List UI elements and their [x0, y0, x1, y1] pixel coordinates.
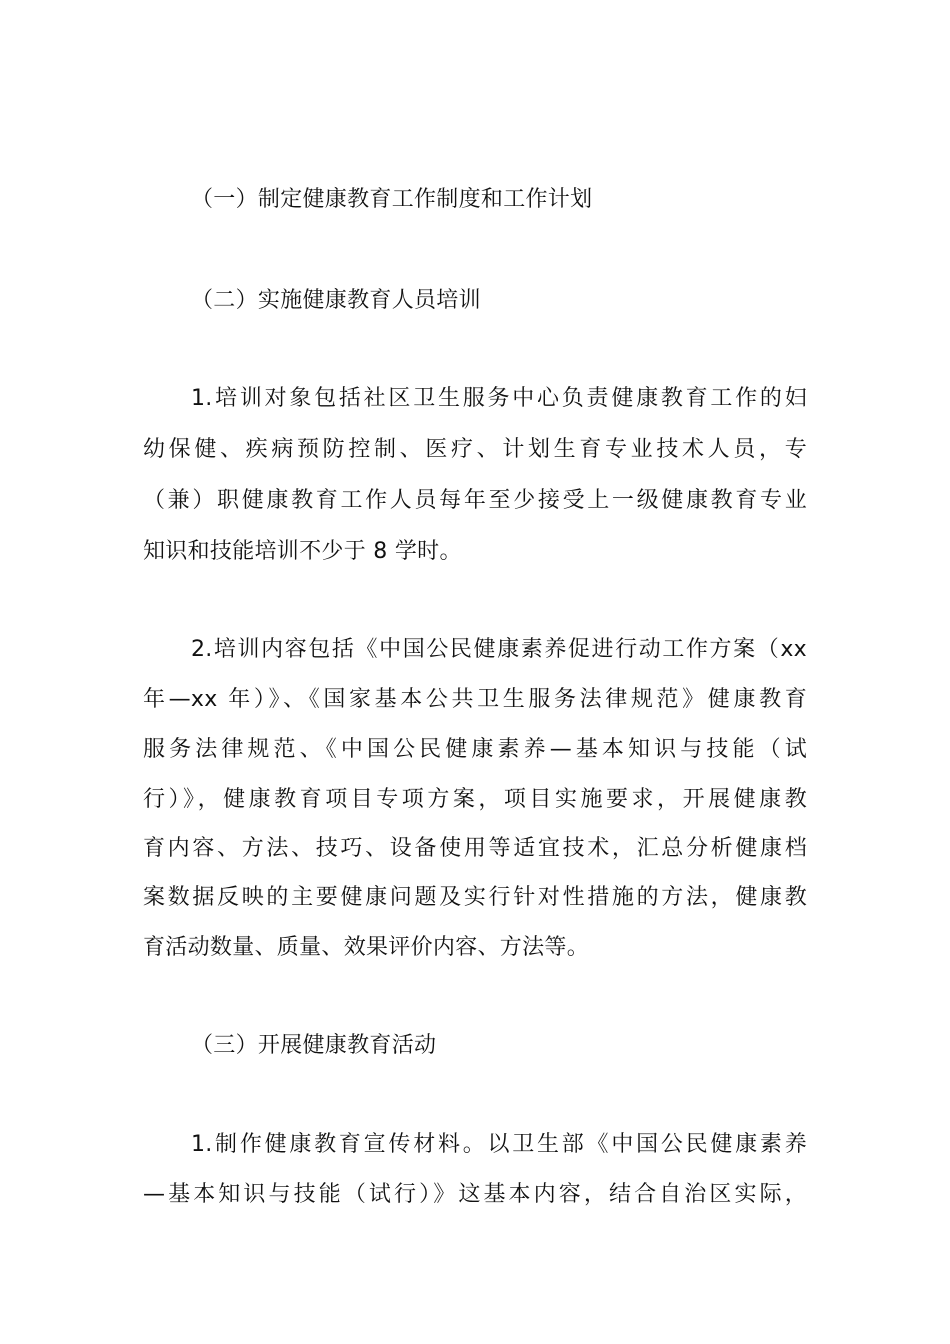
paragraph-line: （兼）职健康教育工作人员每年至少接受上一级健康教育专业	[143, 488, 807, 513]
paragraph-line: 服务法律规范、《中国公民健康素养—基本知识与技能（试	[143, 737, 807, 762]
paragraph-line: 育内容、方法、技巧、设备使用等适宜技术，汇总分析健康档	[143, 836, 807, 861]
paragraph-line: 案数据反映的主要健康问题及实行针对性措施的方法，健康教	[143, 885, 807, 910]
section-heading-1: （一）制定健康教育工作制度和工作计划	[191, 187, 593, 212]
paragraph-line: 1.制作健康教育宣传材料。以卫生部《中国公民健康素养	[191, 1132, 807, 1157]
paragraph-line: —基本知识与技能（试行）》这基本内容，结合自治区实际，	[143, 1182, 807, 1207]
paragraph-line: 行）》，健康教育项目专项方案，项目实施要求，开展健康教	[143, 787, 807, 812]
paragraph-line: 幼保健、疾病预防控制、医疗、计划生育专业技术人员，专	[143, 437, 807, 462]
section-heading-2: （二）实施健康教育人员培训	[191, 288, 481, 313]
paragraph-line: 1.培训对象包括社区卫生服务中心负责健康教育工作的妇	[191, 386, 807, 411]
section-heading-3: （三）开展健康教育活动	[191, 1033, 437, 1058]
paragraph-line: 年—xx 年）》、《国家基本公共卫生服务法律规范》健康教育	[143, 687, 807, 712]
paragraph-line: 2.培训内容包括《中国公民健康素养促进行动工作方案（xx	[191, 637, 807, 662]
paragraph-line: 知识和技能培训不少于 8 学时。	[143, 539, 462, 564]
paragraph-line: 育活动数量、质量、效果评价内容、方法等。	[143, 935, 590, 960]
